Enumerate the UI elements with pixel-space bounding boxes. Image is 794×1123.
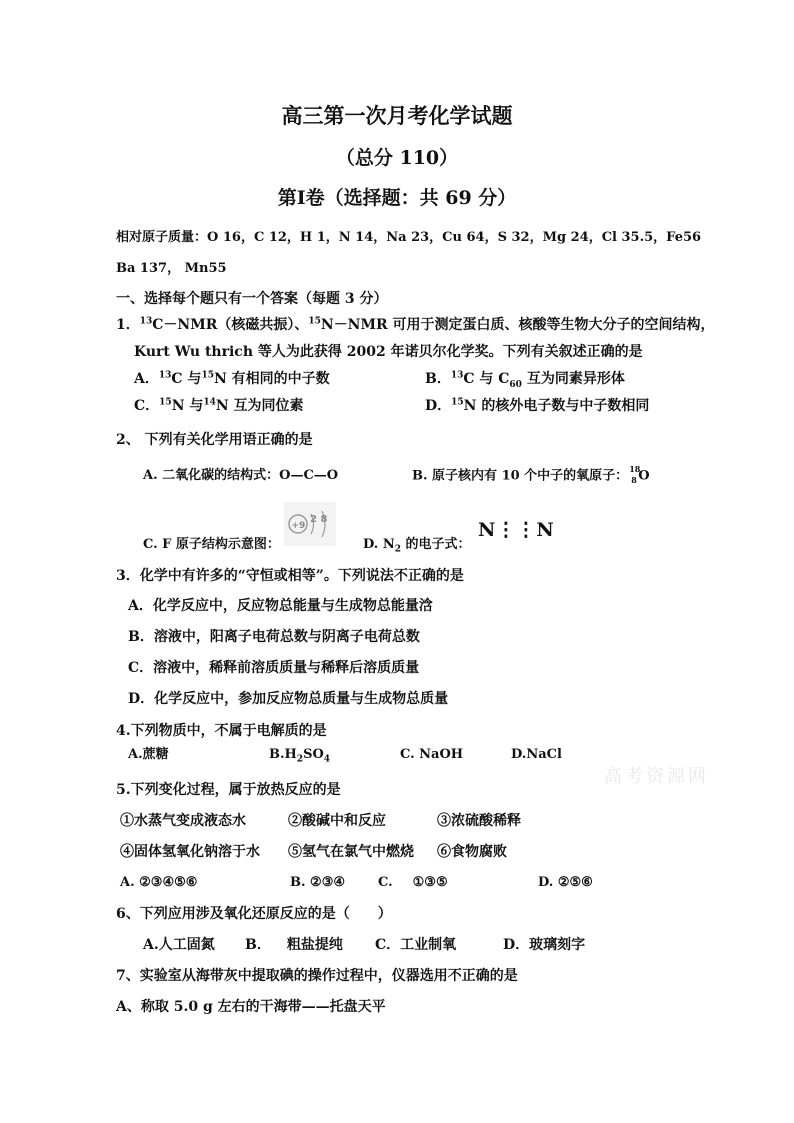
question-7-stem: 7、实验室从海带灰中提取碘的操作过程中，仪器选用不正确的是 [116, 968, 518, 984]
question-2-stem: 2、 下列有关化学用语正确的是 [116, 432, 313, 448]
question-2-option-a: A. 二氧化碳的结构式：O—C—O [143, 468, 339, 483]
question-5-item-3: ③浓硫酸稀释 [437, 813, 521, 829]
question-2-option-d: D. $N_2$ 的电子式： [363, 537, 471, 555]
question-5-option-b: B. ②③④ [290, 875, 346, 890]
question-3-option-d: D．化学反应中，参加反应物总质量与生成物总质量 [128, 691, 449, 707]
question-4-stem: 4.下列物质中，不属于电解质的是 [116, 723, 327, 739]
oxygen-isotope-notation: 18 8 [629, 464, 641, 485]
question-2-option-c: C. F 原子结构示意图： [143, 537, 280, 552]
atomic-masses-line2: Ba 137， Mn55 [116, 261, 227, 276]
question-5-option-d: D. ②⑤⑥ [538, 875, 593, 890]
total-score: （总分 110） [335, 147, 459, 169]
question-3-option-c: C．溶液中，稀释前溶质质量与稀释后溶质质量 [128, 660, 420, 676]
part-one-heading: 一、选择每个题只有一个答案（每题 3 分） [116, 291, 388, 307]
question-4-option-a: A.蔗糖 [128, 747, 169, 762]
svg-text:+9: +9 [291, 521, 306, 531]
question-5-item-2: ②酸碱中和反应 [288, 813, 386, 829]
question-1-stem: 1．$^{13}$C－NMR（核磁共振）、$^{15}$N－NMR 可用于测定蛋白质、核酸等生物大分子的空间结构， [116, 316, 715, 333]
exam-title: 高三第一次月考化学试题 [281, 103, 513, 128]
question-3-stem: 3．化学中有许多的“守恒或相等”。下列说法不正确的是 [116, 568, 464, 584]
question-5-option-c: C. ①③⑤ [378, 875, 448, 890]
question-5-item-4: ④固体氢氧化钠溶于水 [120, 844, 260, 860]
question-5-option-a: A. ②③④⑤⑥ [120, 875, 198, 890]
question-1-stem-line2: Kurt Wu thrich 等人为此获得 2002 年诺贝尔化学奖。下列有关叙述正确的是 [134, 344, 643, 360]
nitrogen-electron-formula: N⋮⋮N [478, 519, 555, 541]
question-4-option-d: D.NaCl [511, 747, 562, 762]
watermark-text: 高考资源网 [604, 766, 709, 787]
question-5-item-1: ①水蒸气变成液态水 [120, 813, 246, 829]
question-5-item-5: ⑤氢气在氯气中燃烧 [288, 844, 414, 860]
question-3-option-a: A．化学反应中，反应物总能量与生成物总能量浛 [128, 598, 433, 614]
question-5-item-6: ⑥食物腐败 [437, 844, 507, 860]
atomic-masses-line1: 相对原子质量：O 16，C 12，H 1，N 14，Na 23，Cu 64，S 32，Mg 24，Cl 35.5，Fe56 [116, 230, 702, 245]
question-1-option-c: C．$^{15}$N 与$^{14}$N 互为同位素 [134, 397, 304, 414]
section-heading: 第Ⅰ卷（选择题：共 69 分） [277, 187, 517, 209]
question-6-option-b: B． 粗盐提纯 [245, 937, 343, 953]
question-3-option-b: B．溶液中，阳离子电荷总数与阴离子电荷总数 [128, 629, 420, 645]
fluorine-atom-structure-diagram [284, 502, 336, 546]
question-1-option-a: A．$^{13}$C 与$^{15}$N 有相同的中子数 [134, 370, 330, 387]
question-4-option-b: $B.H_2SO_4$ [269, 747, 331, 765]
question-6-stem: 6、下列应用涉及氧化还原反应的是（ ） [116, 906, 392, 922]
question-2-option-b: B. 原子核内有 10 个中子的氧原子： 18 8 O [412, 464, 650, 485]
question-6-option-c: C．工业制氧 [375, 937, 457, 953]
question-5-stem: 5.下列变化过程，属于放热反应的是 [116, 782, 341, 798]
question-6-option-a: A.人工固氮 [143, 937, 215, 953]
question-1-option-b: B．$^{13}$C 与 $C_{60}$ 互为同素异形体 [425, 370, 625, 390]
question-4-option-c: C. NaOH [400, 747, 464, 762]
question-1-option-d: D．$^{15}$N 的核外电子数与中子数相同 [425, 397, 650, 414]
svg-text:2 8: 2 8 [310, 514, 328, 525]
question-6-option-d: D．玻璃刻字 [503, 937, 586, 953]
question-7-option-a: A、称取 5.0 g 左右的干海带——托盘天平 [116, 999, 386, 1015]
